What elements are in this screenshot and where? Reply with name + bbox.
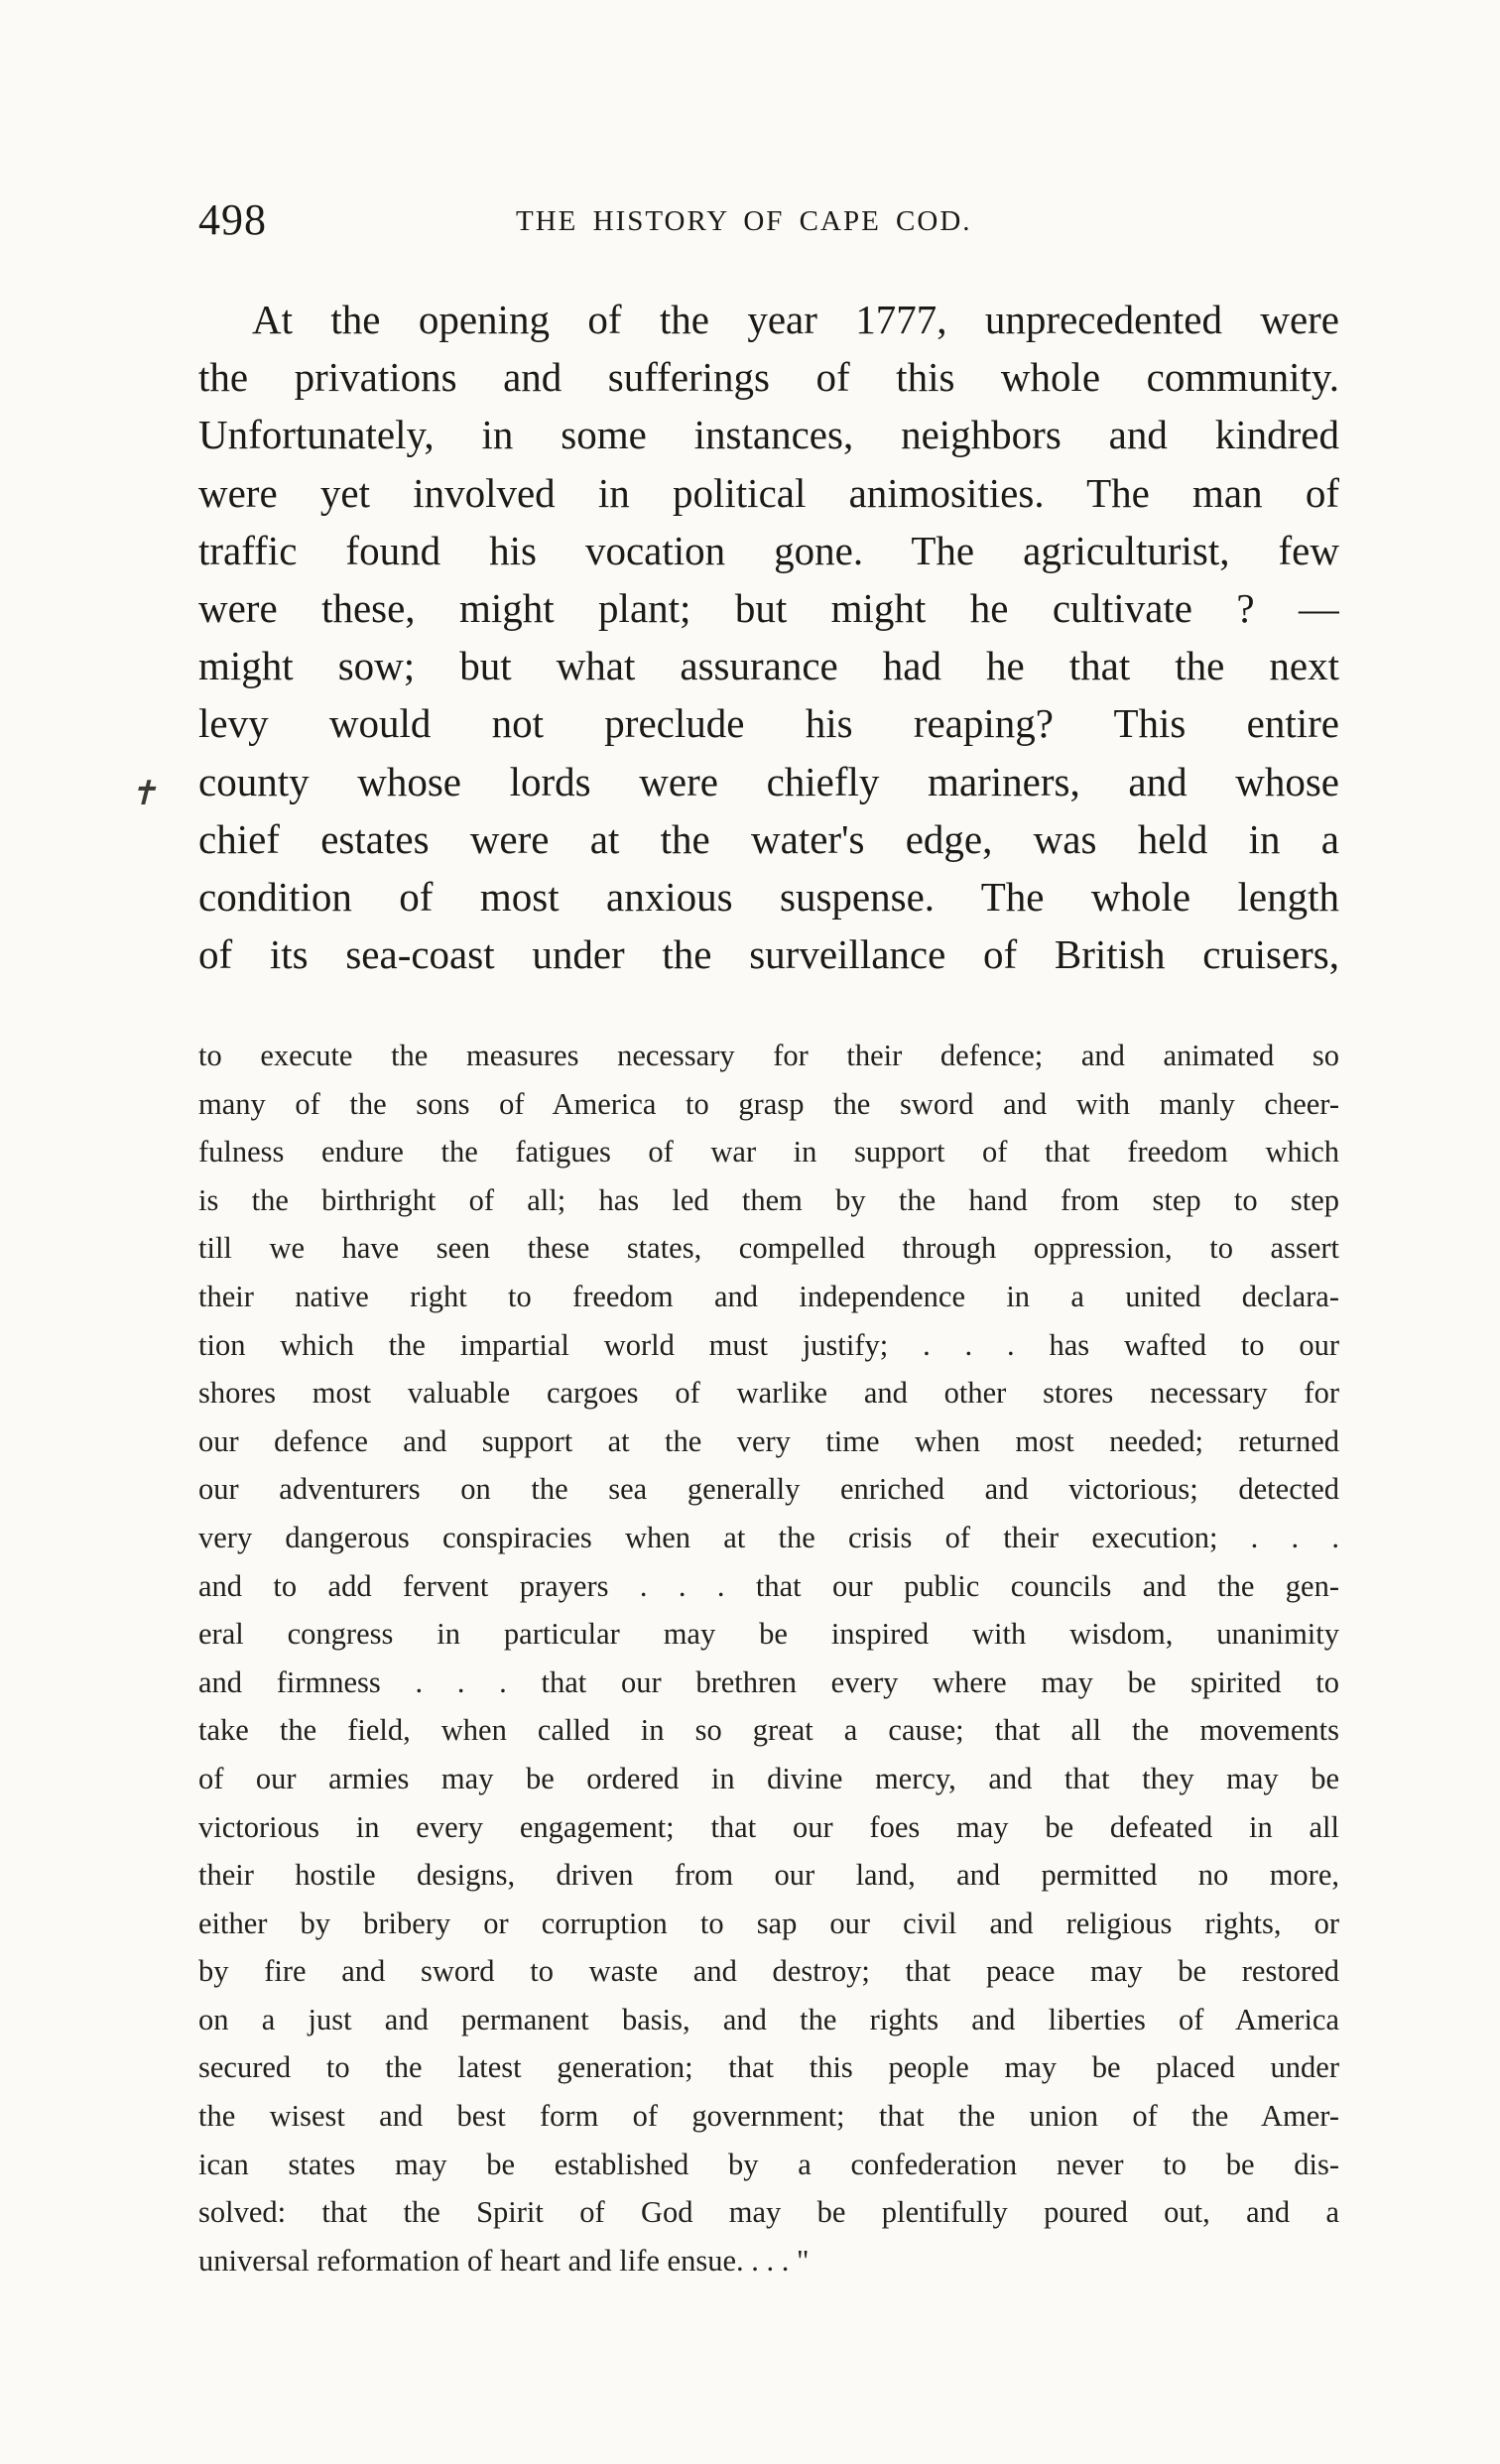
- quote-line: fulness endure the fatigues of war in support of that freedom which: [198, 1135, 1339, 1170]
- body-line: county whose lords were chiefly mariners, and whose: [198, 758, 1339, 804]
- quote-line: and firmness . . . that our brethren every where may be spirited to: [198, 1664, 1339, 1699]
- body-line: levy would not preclude his reaping? This entire: [198, 700, 1339, 747]
- body-line: were yet involved in political animosities. The man of: [198, 469, 1339, 516]
- quote-line: our adventurers on the sea generally enriched and victorious; detected: [198, 1472, 1339, 1507]
- quote-line: tion which the impartial world must justify; . . . has wafted to our: [198, 1327, 1339, 1362]
- quote-line: their native right to freedom and independence in a united declara-: [198, 1279, 1339, 1313]
- quote-line: ican states may be established by a confederation never to be dis-: [198, 2147, 1339, 2181]
- quote-line: many of the sons of America to grasp the sword and with manly cheer-: [198, 1086, 1339, 1121]
- page-number: 498: [198, 195, 267, 244]
- body-line: traffic found his vocation gone. The agriculturist, few: [198, 527, 1339, 573]
- quote-line: our defence and support at the very time when most needed; returned: [198, 1423, 1339, 1458]
- body-line: At the opening of the year 1777, unprecedented were: [252, 297, 1339, 342]
- quote-line: secured to the latest generation; that this people may be placed under: [198, 2050, 1339, 2085]
- quote-line: solved: that the Spirit of God may be plentifully poured out, and a: [198, 2195, 1339, 2230]
- quote-line: and to add fervent prayers . . . that our public councils and the gen-: [198, 1568, 1339, 1603]
- quoted-proclamation: [198, 1032, 1339, 2284]
- quote-line: till we have seen these states, compelled through oppression, to assert: [198, 1231, 1339, 1266]
- quote-line: eral congress in particular may be inspired with wisdom, unanimity: [198, 1617, 1339, 1652]
- quote-line: on a just and permanent basis, and the rights and liberties of America: [198, 2002, 1339, 2036]
- body-line: Unfortunately, in some instances, neighbors and kindred: [198, 412, 1339, 458]
- quote-line: shores most valuable cargoes of warlike and other stores necessary for: [198, 1376, 1339, 1411]
- quote-line: of our armies may be ordered in divine mercy, and that they may be: [198, 1761, 1339, 1795]
- body-line: chief estates were at the water's edge, was held in a: [198, 815, 1339, 862]
- quote-line: universal reformation of heart and life ensue. . . . ": [198, 2243, 810, 2278]
- margin-mark: ✝: [129, 776, 158, 812]
- body-line: were these, might plant; but might he cultivate ? —: [198, 584, 1339, 631]
- quote-line: either by bribery or corruption to sap our civil and religious rights, or: [198, 1906, 1339, 1940]
- running-head: [198, 190, 1339, 250]
- quote-line: the wisest and best form of government; that the union of the Amer-: [198, 2099, 1339, 2134]
- quote-line: to execute the measures necessary for their defence; and animated so: [198, 1039, 1339, 1072]
- quote-line: is the birthright of all; has led them by the hand from step to step: [198, 1182, 1339, 1217]
- quote-line: their hostile designs, driven from our land, and permitted no more,: [198, 1858, 1339, 1893]
- quote-line: victorious in every engagement; that our foes may be defeated in all: [198, 1809, 1339, 1844]
- quote-line: very dangerous conspiracies when at the crisis of their execution; . . .: [198, 1520, 1339, 1554]
- body-line: the privations and sufferings of this whole community.: [198, 354, 1339, 401]
- quote-line: take the field, when called in so great a cause; that all the movements: [198, 1713, 1339, 1748]
- running-title: THE HISTORY OF CAPE COD.: [516, 205, 972, 237]
- quote-line: by fire and sword to waste and destroy; that peace may be restored: [198, 1954, 1339, 1989]
- body-line: might sow; but what assurance had he that the next: [198, 643, 1339, 689]
- body-line: of its sea-coast under the surveillance of British cruisers,: [198, 931, 1339, 978]
- body-line: condition of most anxious suspense. The whole length: [198, 873, 1339, 920]
- main-paragraph: [198, 291, 1339, 983]
